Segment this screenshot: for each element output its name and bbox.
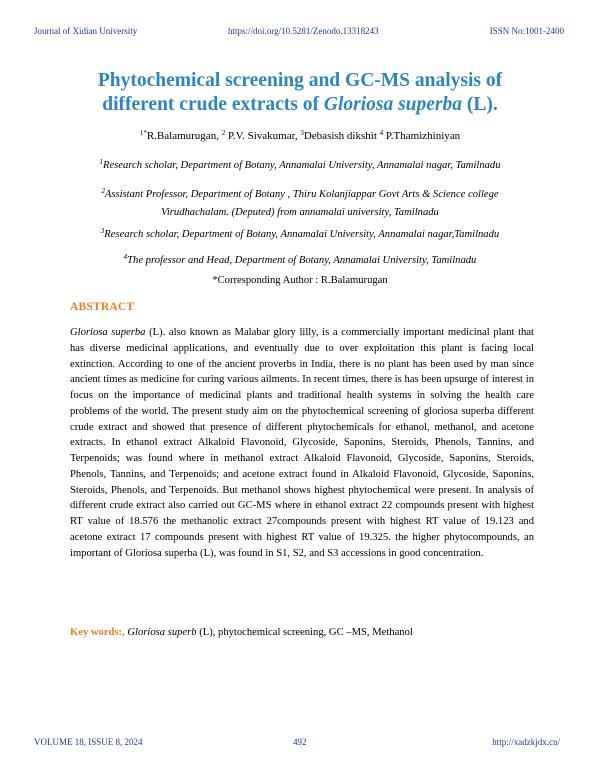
volume-issue: VOLUME 18, ISSUE 8, 2024 xyxy=(34,737,143,747)
author-sup: 2 xyxy=(221,129,226,137)
author-sup: 4 xyxy=(379,129,384,137)
journal-name: Journal of Xidian University xyxy=(34,26,138,36)
abstract-heading: ABSTRACT xyxy=(70,301,135,313)
author-name: Debasish dikshit xyxy=(303,130,380,142)
title-line-1: Phytochemical screening and GC-MS analysis of xyxy=(97,70,503,91)
affiliation-text: Assistant Professor, Department of Botany , Thiru Kolanjiappar Govt Arts & Science college xyxy=(104,189,499,200)
page-footer xyxy=(34,737,560,749)
author-name: P.Thamizhiniyan xyxy=(383,130,461,142)
affiliation-1 xyxy=(40,153,560,175)
author-sup: 1* xyxy=(139,129,147,137)
affiliation-text: Research scholar, Department of Botany, Annamalai University, Annamalai nagar,Tamilnadu xyxy=(104,229,500,240)
affiliation-sup: 3 xyxy=(100,227,105,235)
affiliation-sup: 2 xyxy=(101,187,105,195)
page-number: 492 xyxy=(293,737,307,747)
abstract-body: (L). also known as Malabar glory lilly, is a commercially important medicinal plant that has diverse medicinal applications, and eventually due to over exploitation this plant is facing local extinction. According to one of the ancient proverbs in India, there is no plant has been used by man since ancient times as medicine for curing various ailments. In recent times, there is has been upsurge of interest in focus on the importance of medicinal plants and traditional health systems in solving the health care problems of the world. The present study aim on the phytochemical screening of gloriosa superba different crude extract and showed that presence of different phytochemicals for ethanol, methanol, and acetone extracts. In ethanol extract Alkaloid Flavonoid, Glycoside, Saponins, Steroids, Phenols, Tannins, and Terpenoids; was found where in methanol extract Alkaloid Flavonoid, Glycoside, Saponins, Steroids, Phenols, Tannins, and Terpenoids; and acetone extract found in Alkaloid Flavonoid, Glycoside, Saponins, Steroids, Phenols, and Terpenoids. But methanol shows highest phytochemical were present. In analysis of different crude extract also carried out GC-MS where in ethanol extract 22 compounds present with highest RT value of 18.576 the methanolic extract 27compounds present with highest RT value of 19.123 and acetone extract 17 compounds present with highest RT value of 19.325. the higher phytocompounds, an important of Gloriosa superba (L), was found in S1, S2, and S3 accessions in good concentration. xyxy=(70,327,534,559)
doi-link[interactable]: https://doi.org/10.5281/Zenodo.13318243 xyxy=(228,26,379,36)
affiliation-text: The professor and Head, Department of Botany, Annamalai University, Tamilnadu xyxy=(127,255,477,266)
author-list xyxy=(0,129,600,142)
corresponding-author: *Corresponding Author : R.Balamurugan xyxy=(212,275,388,286)
affiliation-text: Research scholar, Department of Botany, Annamalai University, Annamalai nagar, Tamilnadu xyxy=(102,160,501,171)
page-header xyxy=(34,26,564,38)
affiliation-sup: 1 xyxy=(99,158,103,166)
abstract-species-name: Gloriosa superba xyxy=(70,327,146,338)
abstract-text xyxy=(70,325,534,561)
keywords-label: Key words:, xyxy=(70,627,125,638)
affiliation-3 xyxy=(40,222,560,244)
keywords xyxy=(70,627,413,638)
author-name: P.V. Sivakumar, xyxy=(225,130,301,142)
issn-number: ISSN No:1001-2400 xyxy=(489,26,564,36)
keywords-species: Gloriosa superb xyxy=(127,627,197,638)
affiliation-4 xyxy=(40,248,560,270)
journal-url[interactable]: http://xadzkjdx.cn/ xyxy=(492,737,560,747)
author-sup: 3 xyxy=(300,129,304,137)
affiliation-sup: 4 xyxy=(123,253,128,261)
title-species-name: Gloriosa superba xyxy=(323,94,463,115)
keywords-list: (L), phytochemical screening, GC –MS, Methanol xyxy=(196,627,413,638)
title-line-2-start: different crude extracts of xyxy=(102,94,324,115)
affiliation-text: Virudhachalam. (Deputed) from annamalai university, Tamilnadu xyxy=(161,207,439,218)
author-name: R.Balamurugan, xyxy=(146,130,222,142)
title-line-2-end: (L). xyxy=(462,94,498,115)
paper-title xyxy=(40,69,560,117)
affiliation-2 xyxy=(40,182,560,222)
